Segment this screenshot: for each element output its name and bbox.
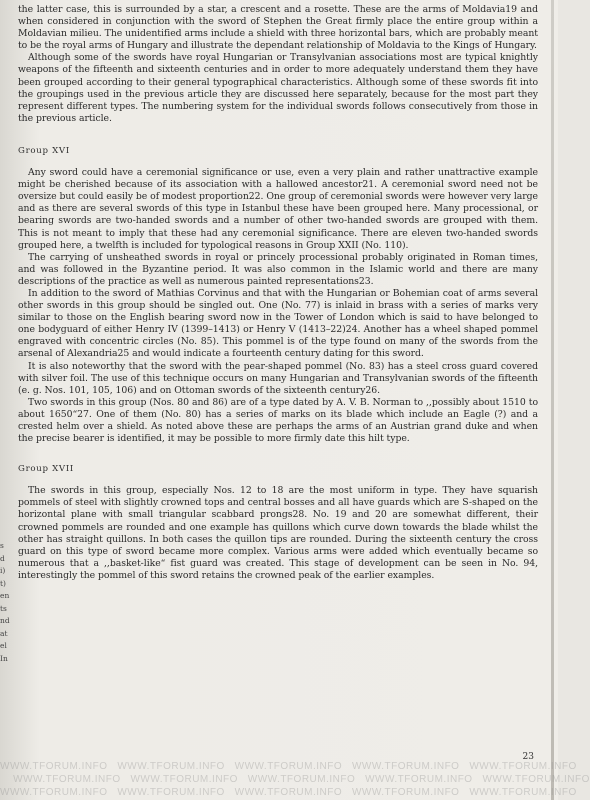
margin-fragment: at (0, 628, 8, 638)
margin-fragment: s (0, 541, 4, 550)
watermark-line: WWW.TFORUM.INFO WWW.TFORUM.INFO WWW.TFORUM.INFO WWW.TFORUM.INFO WWW.TFORUM.INFO (0, 787, 577, 798)
page-number: 23 (522, 752, 534, 762)
margin-fragment: nd (0, 616, 10, 625)
group-xvi-paragraph: Two swords in this group (Nos. 80 and 86) are of a type dated by A. V. B. Norman to ,,possibly about 1510 to about 1650“27. One of them (No. 80) has a series of marks on its blade which include an Eagle (?) and a crested helm over a shield. As noted above these are perhaps the arms of an Austrian grand duke and when the precise bearer is identified, it may be possible to more firmly date this hilt type. (18, 396, 538, 445)
group-xvi-paragraph: In addition to the sword of Mathias Corvinus and that with the Hungarian or Bohemian coat of arms several other swords in this group should be singled out. One (No. 77) is inlaid in brass with a series of marks very similar to those on the English bearing sword now in the Tower of London which is said to have belonged to one bodyguard of either Henry IV (1399–1413) or Henry V (1413–22)24. Another has a wheel shaped pommel engraved with concentric circles (No. 85). This pommel is of the type found on many of the swords from the arsenal of Alexandria25 and would indicate a fourteenth century dating for this sword. (18, 287, 538, 360)
group-xvi-paragraph: The carrying of unsheathed swords in royal or princely processional probably originated in Roman times, and was followed in the Byzantine period. It was also common in the Islamic world and there are many descriptions of the practice as well as numerous painted representations23. (18, 251, 538, 287)
margin-fragment: el (0, 641, 7, 650)
margin-fragment: i) (0, 566, 6, 575)
group-xvii-paragraph: The swords in this group, especially Nos. 12 to 18 are the most uniform in type. They have squarish pommels of steel with slightly crowned tops and central bosses and all have guards which are S-shaped on the horizontal plane with small triangular scabbard prongs28. No. 19 and 20 are somewhat different, their crowned pommels are rounded and one example has quillons which curve down towards the blade whilst the other has straight quillons. In both cases the quillon tips are rounded. During the sixteenth century the cross guard on this type of sword became more complex. Various arms were added which eventually became so numerous that a ,,basket-like“ fist guard was created. This stage of development can be seen in No. 94, interestingly the pommel of this sword retains the crowned peak of the earlier examples. (18, 485, 538, 581)
margin-fragment: In (0, 653, 8, 663)
margin-fragment: en (0, 591, 10, 600)
intro-paragraph: Although some of the swords have royal Hungarian or Transylvanian associations most are typical knightly weapons of the fifteenth and sixteenth centuries and in order to more adequately understand them they have been grouped according to their general typographical characteristics. Although some of these swords fit into the groupings used in the previous article they are discussed here separately, because for the most part they represent different types. The numbering system for the individual swords follows consecutively from those in the previous article. (18, 52, 538, 124)
margin-fragment: d (0, 553, 5, 563)
group-xvi-paragraph: It is also noteworthy that the sword with the pear-shaped pommel (No. 83) has a steel cross guard covered with silver foil. The use of this technique occurs on many Hungarian and Transylvanian swords of the fifteenth (e. g. Nos. 101, 105, 106) and on Ottoman swords of the sixteenth century26. (18, 360, 538, 396)
margin-fragment: t) (0, 578, 6, 588)
section-heading-group-xvii: Group XVII (18, 464, 75, 475)
watermark-line: WWW.TFORUM.INFO WWW.TFORUM.INFO WWW.TFORUM.INFO WWW.TFORUM.INFO WWW.TFORUM.INFO (0, 761, 577, 772)
group-xvi-paragraph: Any sword could have a ceremonial significance or use, even a very plain and rather unattractive example might be cherished because of its association with a hallowed ancestor21. A ceremonial sword need not be oversize but could easily be of modest proportion22. One group of ceremonial swords were however very large and as there are several swords of this type in Istanbul these have been grouped here. Many processional, or bearing swords are two-handed swords and a number of other two-handed swords are grouped with them. This is not meant to imply that these had any ceremonial significance. There are eleven two-handed swords grouped here, a twelfth is included for typological reasons in Group XXII (No. 110). (18, 167, 538, 251)
margin-fragment: ts (0, 603, 7, 613)
watermark (0, 760, 590, 800)
page-edge (551, 0, 554, 800)
watermark-line: WWW.TFORUM.INFO WWW.TFORUM.INFO WWW.TFORUM.INFO WWW.TFORUM.INFO WWW.TFORUM.INFO (13, 774, 590, 785)
adjacent-page-fragments (0, 540, 14, 750)
section-heading-group-xvi: Group XVI (18, 145, 70, 156)
intro-paragraph: the latter case, this is surrounded by a star, a crescent and a rosette. These are the arms of Moldavia19 and when considered in conjunction with the sword of Stephen the Great firmly place the entire group within a Moldavian milieu. The unidentified arms include a shield with three horizontal bars, which are probably meant to be the royal arms of Hungary and illustrate the dependant relationship of Moldavia to the Kings of Hungary. (18, 4, 538, 52)
article-body (18, 4, 538, 582)
